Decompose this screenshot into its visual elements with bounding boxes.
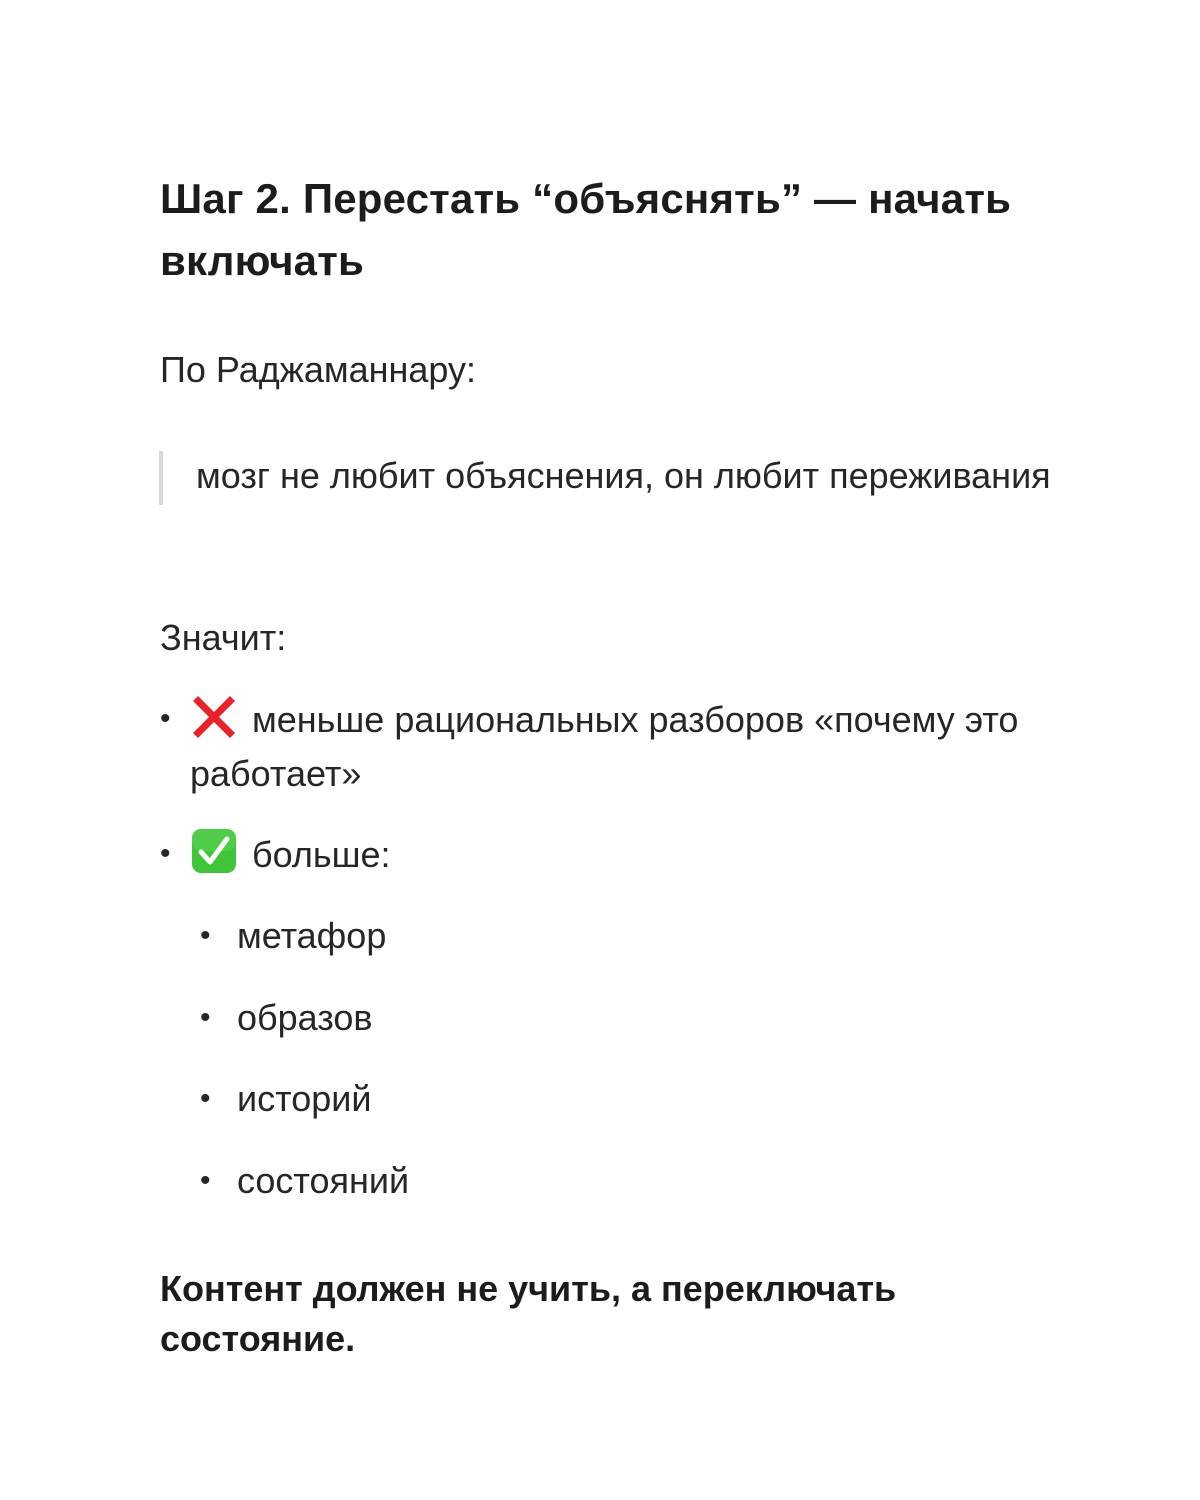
list-item-more [160, 827, 1060, 882]
sublist-item [200, 1077, 800, 1121]
sublist-item [200, 1159, 800, 1203]
blockquote [159, 451, 1056, 505]
bullet-dot: • [200, 919, 211, 952]
sublist-item-text: состояний [237, 1160, 410, 1201]
sublist-item-text: метафор [237, 915, 387, 956]
bullet-dot: • [160, 702, 171, 735]
cross-mark-icon [190, 692, 238, 740]
bullet-dot: • [200, 1001, 211, 1034]
sublist-item [200, 996, 800, 1040]
list-item-text: меньше рациональных разборов «почему это работает» [190, 699, 1019, 794]
sublist-item-text: историй [237, 1078, 372, 1119]
lead-text: Значит: [160, 617, 287, 658]
bullet-dot: • [200, 1164, 211, 1197]
list-item-text: больше: [252, 834, 391, 875]
bullet-dot: • [200, 1082, 211, 1115]
list-item-less [160, 692, 1060, 801]
sublist-item [200, 914, 800, 958]
page-title: Шаг 2. Перестать “объяснять” — начать включать [160, 175, 1012, 284]
bullet-dot: • [160, 837, 171, 870]
intro-text: По Раджаманнару: [160, 349, 477, 390]
conclusion-text: Контент должен не учить, а переключать состояние. [160, 1268, 897, 1359]
quote-text: мозг не любит объяснения, он любит переживания [196, 455, 1051, 496]
check-mark-button-icon [190, 827, 238, 875]
sublist-item-text: образов [237, 997, 373, 1038]
